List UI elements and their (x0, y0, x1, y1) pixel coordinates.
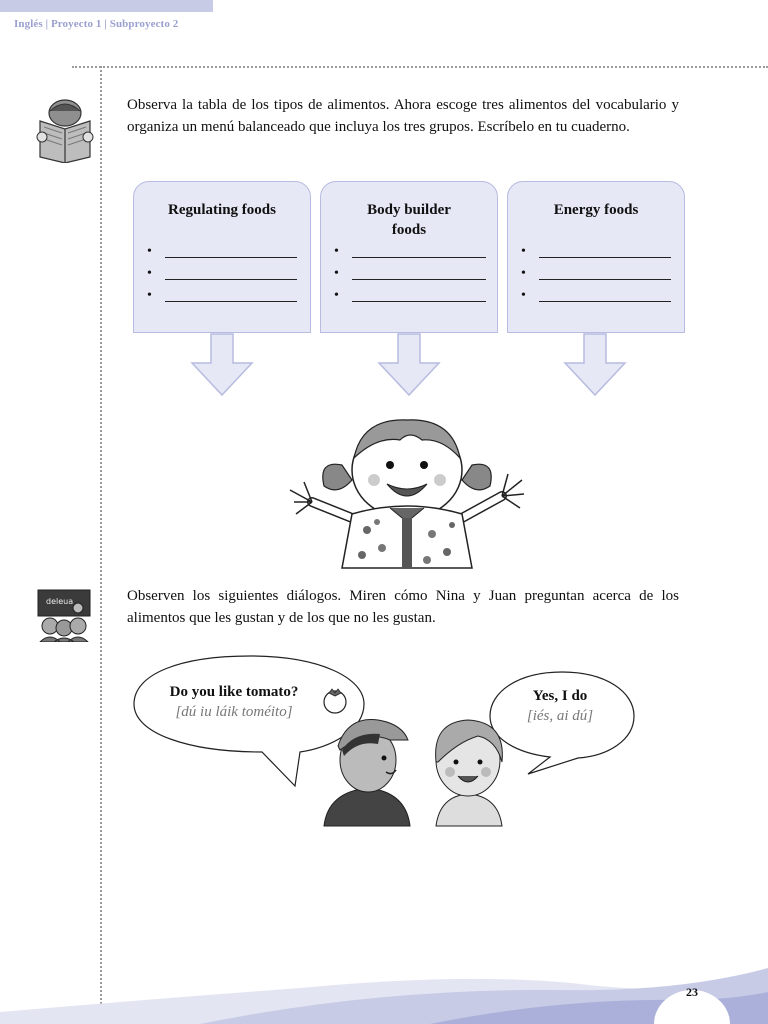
girl-illustration (282, 410, 532, 570)
boy-and-girl-illustration (318, 710, 530, 828)
dotted-divider-horizontal (72, 66, 768, 68)
classroom-blackboard-icon (36, 588, 92, 642)
write-line (147, 289, 297, 303)
bullet: • (521, 288, 526, 303)
box-title: Regulating foods (168, 202, 276, 218)
header-accent-bar (0, 0, 213, 12)
page-number: 23 (686, 985, 698, 999)
bullet: • (334, 266, 339, 281)
boy-dialog (152, 682, 316, 722)
write-line (147, 245, 297, 259)
write-line (521, 267, 671, 281)
breadcrumb: Inglés | Proyecto 1 | Subproyecto 2 (14, 18, 179, 30)
bullet: • (521, 266, 526, 281)
write-line (334, 245, 486, 259)
write-line (521, 245, 671, 259)
blackboard-text: deleua (46, 597, 74, 606)
activity2-instructions: Observen los siguientes diálogos. Miren cómo Nina y Juan preguntan acerca de los alimentos que les gustan y de los que no les gustan. (127, 588, 679, 626)
bullet: • (147, 266, 152, 281)
write-line (334, 289, 486, 303)
box-title: Body builder foods (367, 202, 451, 238)
footer-wave (0, 948, 768, 1024)
boy-pronunciation: [dú iu láik toméito] (175, 704, 293, 720)
dotted-divider-vertical (100, 66, 102, 1024)
write-line (521, 289, 671, 303)
write-line (334, 267, 486, 281)
down-arrow-icon (377, 333, 441, 397)
bullet: • (521, 244, 526, 259)
down-arrow-icon (190, 333, 254, 397)
reading-book-icon (36, 99, 94, 163)
down-arrow-icon (563, 333, 627, 397)
bullet: • (334, 244, 339, 259)
box-title: Energy foods (553, 202, 639, 218)
regulating-foods-box (133, 181, 311, 333)
bullet: • (147, 288, 152, 303)
activity1-instructions: Observa la tabla de los tipos de alimentos. Ahora escoge tres alimentos del vocabulario y organiza un menú balanceado que incluya los tres grupos. Escríbelo en tu cuaderno. (127, 97, 679, 135)
energy-foods-box (507, 181, 685, 333)
boy-question: Do you like tomato? (169, 684, 299, 700)
girl-pronunciation: [iés, ai dú] (526, 708, 594, 724)
body-builder-foods-box (320, 181, 498, 333)
bullet: • (334, 288, 339, 303)
bullet: • (147, 244, 152, 259)
girl-answer: Yes, I do (532, 688, 588, 704)
write-line (147, 267, 297, 281)
